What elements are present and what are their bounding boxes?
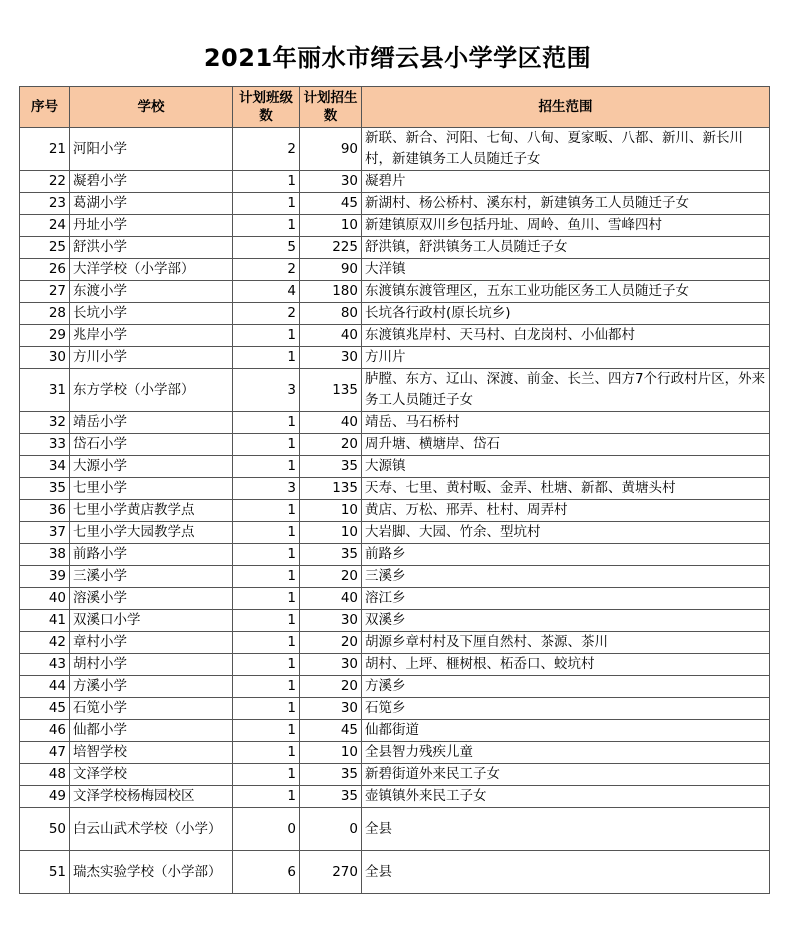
row-school: 方溪小学 [70,676,233,698]
row-range: 胡村、上坪、榧树根、柘岙口、蛟坑村 [362,654,770,676]
row-no: 45 [20,698,70,720]
table-row [20,698,770,720]
table-row [20,851,770,894]
row-no: 46 [20,720,70,742]
row-no: 23 [20,193,70,215]
table-row [20,128,770,171]
row-classes: 3 [233,478,300,500]
row-school: 东渡小学 [70,281,233,303]
row-range: 舒洪镇，舒洪镇务工人员随迁子女 [362,237,770,259]
table-row [20,742,770,764]
row-school: 白云山武术学校（小学） [70,808,233,851]
table-row [20,259,770,281]
row-no: 29 [20,325,70,347]
row-classes: 1 [233,215,300,237]
row-school: 靖岳小学 [70,412,233,434]
table-row [20,764,770,786]
row-students: 10 [300,500,362,522]
row-no: 48 [20,764,70,786]
row-range: 天寿、七里、黄村畈、金弄、杜塘、新都、黄塘头村 [362,478,770,500]
row-students: 20 [300,632,362,654]
row-classes: 1 [233,434,300,456]
row-range: 壶镇镇外来民工子女 [362,786,770,808]
table-row [20,500,770,522]
row-classes: 1 [233,698,300,720]
row-school: 溶溪小学 [70,588,233,610]
row-classes: 1 [233,412,300,434]
table-row [20,478,770,500]
header-school: 学校 [70,87,233,128]
row-school: 双溪口小学 [70,610,233,632]
table-row [20,456,770,478]
row-no: 42 [20,632,70,654]
table-row [20,412,770,434]
row-no: 22 [20,171,70,193]
row-school: 三溪小学 [70,566,233,588]
row-classes: 1 [233,588,300,610]
row-range: 方川片 [362,347,770,369]
row-school: 文泽学校杨梅园校区 [70,786,233,808]
row-range: 仙都街道 [362,720,770,742]
row-school: 大洋学校（小学部） [70,259,233,281]
row-school: 舒洪小学 [70,237,233,259]
table-row [20,808,770,851]
row-students: 135 [300,478,362,500]
row-no: 37 [20,522,70,544]
row-school: 长坑小学 [70,303,233,325]
table-row [20,281,770,303]
table-row [20,215,770,237]
row-classes: 5 [233,237,300,259]
row-classes: 3 [233,369,300,412]
row-range: 大源镇 [362,456,770,478]
table-row [20,303,770,325]
row-students: 45 [300,193,362,215]
row-students: 180 [300,281,362,303]
row-classes: 1 [233,325,300,347]
row-no: 38 [20,544,70,566]
row-range: 大岩脚、大园、竹余、型坑村 [362,522,770,544]
row-students: 10 [300,215,362,237]
row-students: 20 [300,676,362,698]
row-no: 50 [20,808,70,851]
row-school: 丹址小学 [70,215,233,237]
row-no: 44 [20,676,70,698]
table-row [20,193,770,215]
row-no: 40 [20,588,70,610]
row-range: 新建镇原双川乡包括丹址、周岭、鱼川、雪峰四村 [362,215,770,237]
header-students: 计划招生数 [300,87,362,128]
row-school: 瑞杰实验学校（小学部） [70,851,233,894]
row-school: 凝碧小学 [70,171,233,193]
row-school: 培智学校 [70,742,233,764]
row-no: 43 [20,654,70,676]
row-range: 凝碧片 [362,171,770,193]
row-range: 东渡镇东渡管理区，五东工业功能区务工人员随迁子女 [362,281,770,303]
row-classes: 0 [233,808,300,851]
row-classes: 1 [233,632,300,654]
row-students: 35 [300,456,362,478]
row-students: 225 [300,237,362,259]
table-row [20,171,770,193]
header-range: 招生范围 [362,87,770,128]
row-classes: 1 [233,347,300,369]
row-students: 20 [300,434,362,456]
row-school: 七里小学黄店教学点 [70,500,233,522]
header-classes: 计划班级数 [233,87,300,128]
row-range: 靖岳、马石桥村 [362,412,770,434]
row-no: 26 [20,259,70,281]
row-school: 七里小学大园教学点 [70,522,233,544]
table-row [20,544,770,566]
row-range: 全县 [362,808,770,851]
row-classes: 1 [233,171,300,193]
row-classes: 1 [233,720,300,742]
row-no: 31 [20,369,70,412]
row-range: 溶江乡 [362,588,770,610]
table-row [20,720,770,742]
table-row [20,566,770,588]
row-range: 全县 [362,851,770,894]
row-students: 40 [300,325,362,347]
row-school: 前路小学 [70,544,233,566]
row-students: 35 [300,786,362,808]
row-school: 岱石小学 [70,434,233,456]
row-range: 前路乡 [362,544,770,566]
row-classes: 1 [233,786,300,808]
table-row [20,632,770,654]
row-students: 80 [300,303,362,325]
row-range: 新碧街道外来民工子女 [362,764,770,786]
row-range: 新湖村、杨公桥村、溪东村，新建镇务工人员随迁子女 [362,193,770,215]
row-classes: 2 [233,259,300,281]
row-classes: 1 [233,456,300,478]
row-students: 30 [300,610,362,632]
row-range: 全县智力残疾儿童 [362,742,770,764]
row-no: 35 [20,478,70,500]
row-no: 34 [20,456,70,478]
row-range: 东渡镇兆岸村、天马村、白龙岗村、小仙都村 [362,325,770,347]
row-students: 40 [300,412,362,434]
row-students: 30 [300,171,362,193]
row-school: 胡村小学 [70,654,233,676]
row-range: 新联、新合、河阳、七甸、八甸、夏家畈、八都、新川、新长川村，新建镇务工人员随迁子女 [362,128,770,171]
row-range: 周升塘、横塘岸、岱石 [362,434,770,456]
row-range: 黄店、万松、邢弄、杜村、周弄村 [362,500,770,522]
row-classes: 1 [233,764,300,786]
row-no: 41 [20,610,70,632]
row-school: 大源小学 [70,456,233,478]
row-range: 胪膛、东方、辽山、深渡、前金、长兰、四方7个行政村片区，外来务工人员随迁子女 [362,369,770,412]
row-students: 10 [300,742,362,764]
row-school: 河阳小学 [70,128,233,171]
row-no: 28 [20,303,70,325]
table-row [20,325,770,347]
row-school: 章村小学 [70,632,233,654]
row-no: 21 [20,128,70,171]
row-range: 大洋镇 [362,259,770,281]
row-range: 石笕乡 [362,698,770,720]
row-students: 270 [300,851,362,894]
row-range: 方溪乡 [362,676,770,698]
table-row [20,676,770,698]
row-students: 30 [300,654,362,676]
table-row [20,434,770,456]
row-students: 30 [300,347,362,369]
row-no: 25 [20,237,70,259]
table-row [20,786,770,808]
row-students: 30 [300,698,362,720]
row-range: 三溪乡 [362,566,770,588]
row-students: 90 [300,128,362,171]
table-row [20,369,770,412]
row-classes: 6 [233,851,300,894]
row-range: 胡源乡章村村及下厘自然村、茶源、茶川 [362,632,770,654]
school-district-table [19,86,770,894]
header-no: 序号 [20,87,70,128]
row-school: 葛湖小学 [70,193,233,215]
table-row [20,347,770,369]
row-classes: 1 [233,566,300,588]
row-classes: 1 [233,610,300,632]
row-no: 51 [20,851,70,894]
row-range: 长坑各行政村(原长坑乡) [362,303,770,325]
row-students: 90 [300,259,362,281]
row-no: 27 [20,281,70,303]
row-no: 33 [20,434,70,456]
row-school: 方川小学 [70,347,233,369]
row-school: 仙都小学 [70,720,233,742]
row-school: 东方学校（小学部） [70,369,233,412]
page-title: 2021年丽水市缙云县小学学区范围 [203,44,592,72]
row-range: 双溪乡 [362,610,770,632]
row-students: 35 [300,764,362,786]
table-row [20,237,770,259]
table-row [20,588,770,610]
table-row [20,610,770,632]
row-students: 135 [300,369,362,412]
row-students: 40 [300,588,362,610]
header-row [20,87,770,128]
row-students: 45 [300,720,362,742]
row-classes: 2 [233,128,300,171]
row-no: 36 [20,500,70,522]
row-school: 七里小学 [70,478,233,500]
row-classes: 1 [233,676,300,698]
row-classes: 2 [233,303,300,325]
row-classes: 4 [233,281,300,303]
row-no: 47 [20,742,70,764]
table-row [20,522,770,544]
row-no: 32 [20,412,70,434]
row-school: 兆岸小学 [70,325,233,347]
row-no: 49 [20,786,70,808]
table-row [20,654,770,676]
row-classes: 1 [233,544,300,566]
row-school: 石笕小学 [70,698,233,720]
row-school: 文泽学校 [70,764,233,786]
row-classes: 1 [233,500,300,522]
row-classes: 1 [233,742,300,764]
row-no: 24 [20,215,70,237]
row-students: 20 [300,566,362,588]
row-students: 10 [300,522,362,544]
row-no: 30 [20,347,70,369]
row-classes: 1 [233,193,300,215]
row-students: 35 [300,544,362,566]
row-classes: 1 [233,522,300,544]
row-classes: 1 [233,654,300,676]
row-no: 39 [20,566,70,588]
row-students: 0 [300,808,362,851]
